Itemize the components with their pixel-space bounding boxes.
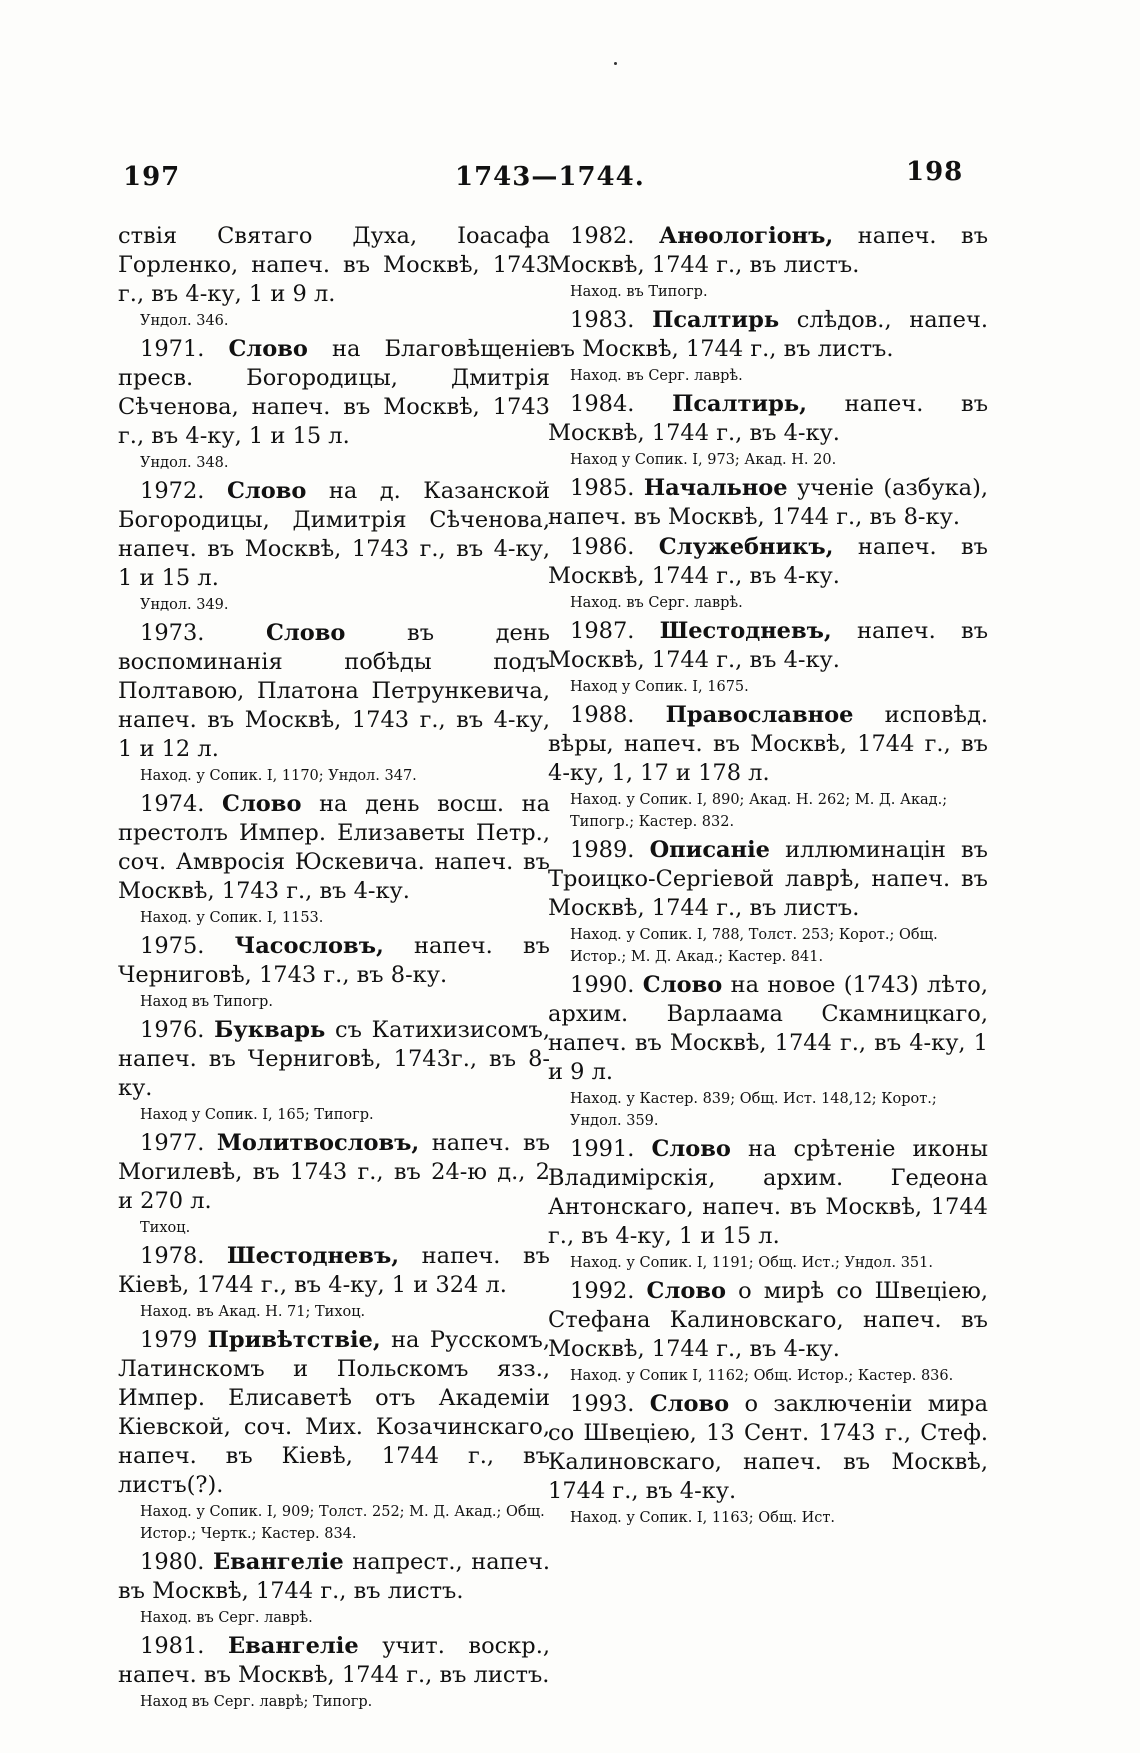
catalog-entry — [118, 1632, 550, 1690]
entry-reference: Наход у Сопик. I, 973; Акад. Н. 20. — [570, 452, 837, 468]
entry-number: 1982. — [570, 223, 635, 249]
entry-reference: Ундол. 348. — [140, 455, 229, 471]
right-page-number: 198 — [906, 157, 964, 187]
entry-reference: Наход въ Серг. лаврѣ; Типогр. — [140, 1694, 373, 1710]
entry-text: напрест., напеч. въ Москвѣ, 1744 г., въ листъ. — [118, 1549, 551, 1604]
entry-text: учит. воскр., напеч. въ Москвѣ, 1744 г., въ листъ. — [118, 1633, 551, 1688]
entry-text: на новое (1743) лѣто, архим. Варлаама Скамницкаго, напеч. въ Москвѣ, 1744 г., въ 4-ку, 1 и 9 л. — [548, 972, 989, 1085]
entry-title-word: Букварь — [214, 1017, 326, 1043]
entry-number: 1978. — [140, 1243, 205, 1269]
entry-text: на день восш. на престолъ Импер. Елизаветы Петр., соч. Амвросія Юскевича. напеч. въ Москвѣ, 1743 г., въ 4-ку. — [118, 791, 550, 904]
entry-reference: Наход. у Сопик. I, 909; Толст. 252; М. Д. Акад.; Общ. Истор.; Чертк.; Кастер. 834. — [140, 1504, 545, 1542]
entry-number: 1985. — [570, 475, 635, 501]
entry-number: 1971. — [140, 336, 205, 362]
entry-text: напеч. въ Кіевѣ, 1744 г., въ 4-ку, 1 и 324 л. — [118, 1243, 550, 1298]
entry-text: слѣдов., напеч. въ Москвѣ, 1744 г., въ листъ. — [548, 307, 988, 362]
entry-text: ствія Святаго Духа, Іоасафа Горленко, напеч. въ Москвѣ, 1743 г., въ 4-ку, 1 и 9 л. — [118, 223, 550, 307]
entry-number: 1986. — [570, 534, 635, 560]
catalog-entry — [118, 1242, 550, 1300]
entry-text: съ Катихизисомъ, напеч. въ Черниговѣ, 1743г., въ 8-ку. — [118, 1017, 551, 1101]
entry-title-word: Евангеліе — [227, 1633, 359, 1659]
catalog-entry — [118, 477, 550, 593]
catalog-entry — [548, 1390, 988, 1506]
entry-number: 1976. — [140, 1017, 205, 1043]
entry-text: на Русскомъ, Латинскомъ и Польскомъ язз., Импер. Елисаветѣ отъ Академіи Кіевской, соч. Мих. Козачинскаго, напеч. въ Кіевѣ, 1744 г., въ листъ(?). — [118, 1327, 550, 1498]
catalog-entry — [548, 306, 988, 364]
entry-number: 1987. — [570, 618, 635, 644]
entry-reference: Наход. въ Серг. лаврѣ. — [570, 368, 743, 384]
catalog-entry — [548, 474, 988, 532]
entry-title-word: Молитвословъ, — [216, 1130, 420, 1156]
catalog-entry — [118, 222, 550, 309]
entry-title-word: Шестодневъ, — [659, 618, 832, 644]
entry-text: о мирѣ со Швеціею, Стефана Калиновскаго, напеч. въ Москвѣ, 1744 г., въ 4-ку. — [548, 1278, 988, 1362]
entry-text: напеч. въ Москвѣ, 1744 г., въ 4-ку. — [548, 534, 988, 589]
catalog-entry — [118, 1326, 550, 1500]
entry-title-word: Анѳологіонъ, — [658, 223, 834, 249]
entry-reference: Наход. въ Акад. Н. 71; Тихоц. — [140, 1304, 366, 1320]
entry-reference: Тихоц. — [140, 1220, 191, 1236]
entry-reference: Наход. въ Типогр. — [570, 284, 708, 300]
entry-text: ученіе (азбука), напеч. въ Москвѣ, 1744 г., въ 8-ку. — [548, 475, 988, 530]
catalog-entry — [118, 619, 550, 764]
entry-title-word: Начальное — [643, 475, 788, 501]
entry-title-word: Слово — [649, 1391, 730, 1417]
entry-number: 1977. — [140, 1130, 205, 1156]
entry-text: на Благовѣщеніе пресв. Богородицы, Дмитрія Сѣченова, напеч. въ Москвѣ, 1743 г., въ 4-ку, 1 и 15 л. — [118, 336, 550, 449]
entry-reference: Наход у Сопик. I, 165; Типогр. — [140, 1107, 374, 1123]
entry-title-word: Служебникъ, — [658, 534, 834, 560]
catalog-entry — [118, 1016, 550, 1103]
entry-reference: Наход. у Сопик. I, 1191; Общ. Ист.; Ундол. 351. — [570, 1255, 933, 1271]
entry-title-word: Слово — [228, 336, 308, 362]
entry-text: въ день воспоминанія побѣды подъ Полтавою, Платона Петрункевича, напеч. въ Москвѣ, 1743 г., въ 4-ку, 1 и 12 л. — [118, 620, 551, 762]
entry-title-word: Слово — [642, 972, 723, 998]
catalog-entry — [118, 932, 550, 990]
entry-title-word: Псалтирь — [652, 307, 780, 333]
entry-title-word: Православное — [665, 702, 854, 728]
entry-title-word: Часословъ, — [234, 933, 384, 959]
entry-reference: Наход. у Сопик. I, 788, Толст. 253; Корот.; Общ. Истор.; М. Д. Акад.; Кастер. 841. — [570, 927, 938, 965]
catalog-entry — [548, 390, 988, 448]
entry-number: 1989. — [570, 837, 635, 863]
catalog-entry — [548, 222, 988, 280]
catalog-entry — [118, 1129, 550, 1216]
entry-title-word: Шестодневъ, — [227, 1243, 400, 1269]
entry-number: 1981. — [140, 1633, 205, 1659]
entry-title-word: Слово — [226, 478, 307, 504]
catalog-entry — [548, 1277, 988, 1364]
catalog-entry — [548, 701, 988, 788]
entry-number: 1974. — [140, 791, 205, 817]
entry-title-word: Псалтирь, — [672, 391, 807, 417]
entry-reference: Наход. у Кастер. 839; Общ. Ист. 148,12; Корот.; Ундол. 359. — [570, 1091, 937, 1129]
entry-reference: Наход въ Типогр. — [140, 994, 273, 1010]
entry-number: 1979 — [140, 1327, 198, 1353]
entry-number: 1988. — [570, 702, 635, 728]
entry-text: напеч. въ Москвѣ, 1744 г., въ 4-ку. — [548, 618, 989, 673]
left-column — [118, 222, 550, 1716]
entry-number: 1984. — [570, 391, 635, 417]
entry-text: на срѣтеніе иконы Владимірскія, архим. Гедеона Антонскаго, напеч. въ Москвѣ, 1744 г., въ 4-ку, 1 и 15 л. — [548, 1136, 988, 1249]
catalog-entry — [118, 335, 550, 451]
entry-reference: Наход. у Сопик I, 1162; Общ. Истор.; Кастер. 836. — [570, 1368, 954, 1384]
right-column — [548, 222, 988, 1532]
catalog-entry — [548, 533, 988, 591]
entry-reference: Наход. у Сопик. I, 1153. — [140, 910, 324, 926]
catalog-entry — [548, 836, 988, 923]
entry-title-word: Слово — [646, 1278, 726, 1304]
entry-title-word: Евангеліе — [212, 1549, 344, 1575]
catalog-entry — [118, 790, 550, 906]
entry-reference: Наход. у Сопик. I, 890; Акад. Н. 262; М. Д. Акад.; Типогр.; Кастер. 832. — [570, 792, 948, 830]
print-speck — [614, 62, 617, 65]
entry-text: напеч. въ Черниговѣ, 1743 г., въ 8-ку. — [118, 933, 550, 988]
entry-number: 1993. — [570, 1391, 635, 1417]
entry-text: напеч. въ Москвѣ, 1744 г., въ листъ. — [548, 223, 989, 278]
entry-number: 1992. — [570, 1278, 635, 1304]
catalog-entry — [548, 971, 988, 1087]
entry-reference: Наход у Сопик. I, 1675. — [570, 679, 749, 695]
entry-title-word: Слово — [222, 791, 302, 817]
entry-reference: Наход. въ Серг. лаврѣ. — [570, 595, 743, 611]
entry-title-word: Слово — [651, 1136, 731, 1162]
entry-title-word: Слово — [266, 620, 346, 646]
entry-text: на д. Казанской Богородицы, Димитрія Сѣченова, напеч. въ Москвѣ, 1743 г., въ 4-ку, 1 и 15 л. — [118, 478, 551, 591]
running-title: 1743—1744. — [455, 162, 645, 192]
entry-reference: Ундол. 346. — [140, 313, 229, 329]
entry-text: напеч. въ Могилевѣ, въ 1743 г., въ 24-ю д., 2 и 270 л. — [118, 1130, 551, 1214]
entry-number: 1975. — [140, 933, 205, 959]
entry-text: исповѣд. вѣры, напеч. въ Москвѣ, 1744 г., въ 4-ку, 1, 17 и 178 л. — [548, 702, 988, 786]
catalog-entry — [548, 617, 988, 675]
entry-reference: Ундол. 349. — [140, 597, 229, 613]
entry-number: 1973. — [140, 620, 205, 646]
entry-reference: Наход. въ Серг. лаврѣ. — [140, 1610, 313, 1626]
entry-text: напеч. въ Москвѣ, 1744 г., въ 4-ку. — [548, 391, 989, 446]
entry-title-word: Описаніе — [649, 837, 770, 863]
entry-text: иллюминацін въ Троицко-Сергіевой лаврѣ, напеч. въ Москвѣ, 1744 г., въ листъ. — [548, 837, 988, 921]
entry-reference: Наход. у Сопик. I, 1170; Ундол. 347. — [140, 768, 417, 784]
entry-number: 1990. — [570, 972, 635, 998]
entry-number: 1972. — [140, 478, 205, 504]
entry-number: 1983. — [570, 307, 635, 333]
entry-number: 1991. — [570, 1136, 635, 1162]
entry-text: о заключеніи мира со Швеціею, 13 Сент. 1743 г., Стеф. Калиновскаго, напеч. въ Москвѣ, 1744 г., въ 4-ку. — [548, 1391, 989, 1504]
left-page-number: 197 — [123, 162, 181, 192]
catalog-entry — [118, 1548, 550, 1606]
catalog-entry — [548, 1135, 988, 1251]
entry-reference: Наход. у Сопик. I, 1163; Общ. Ист. — [570, 1510, 835, 1526]
entry-number: 1980. — [140, 1549, 205, 1575]
entry-title-word: Привѣтствіе, — [207, 1327, 381, 1353]
